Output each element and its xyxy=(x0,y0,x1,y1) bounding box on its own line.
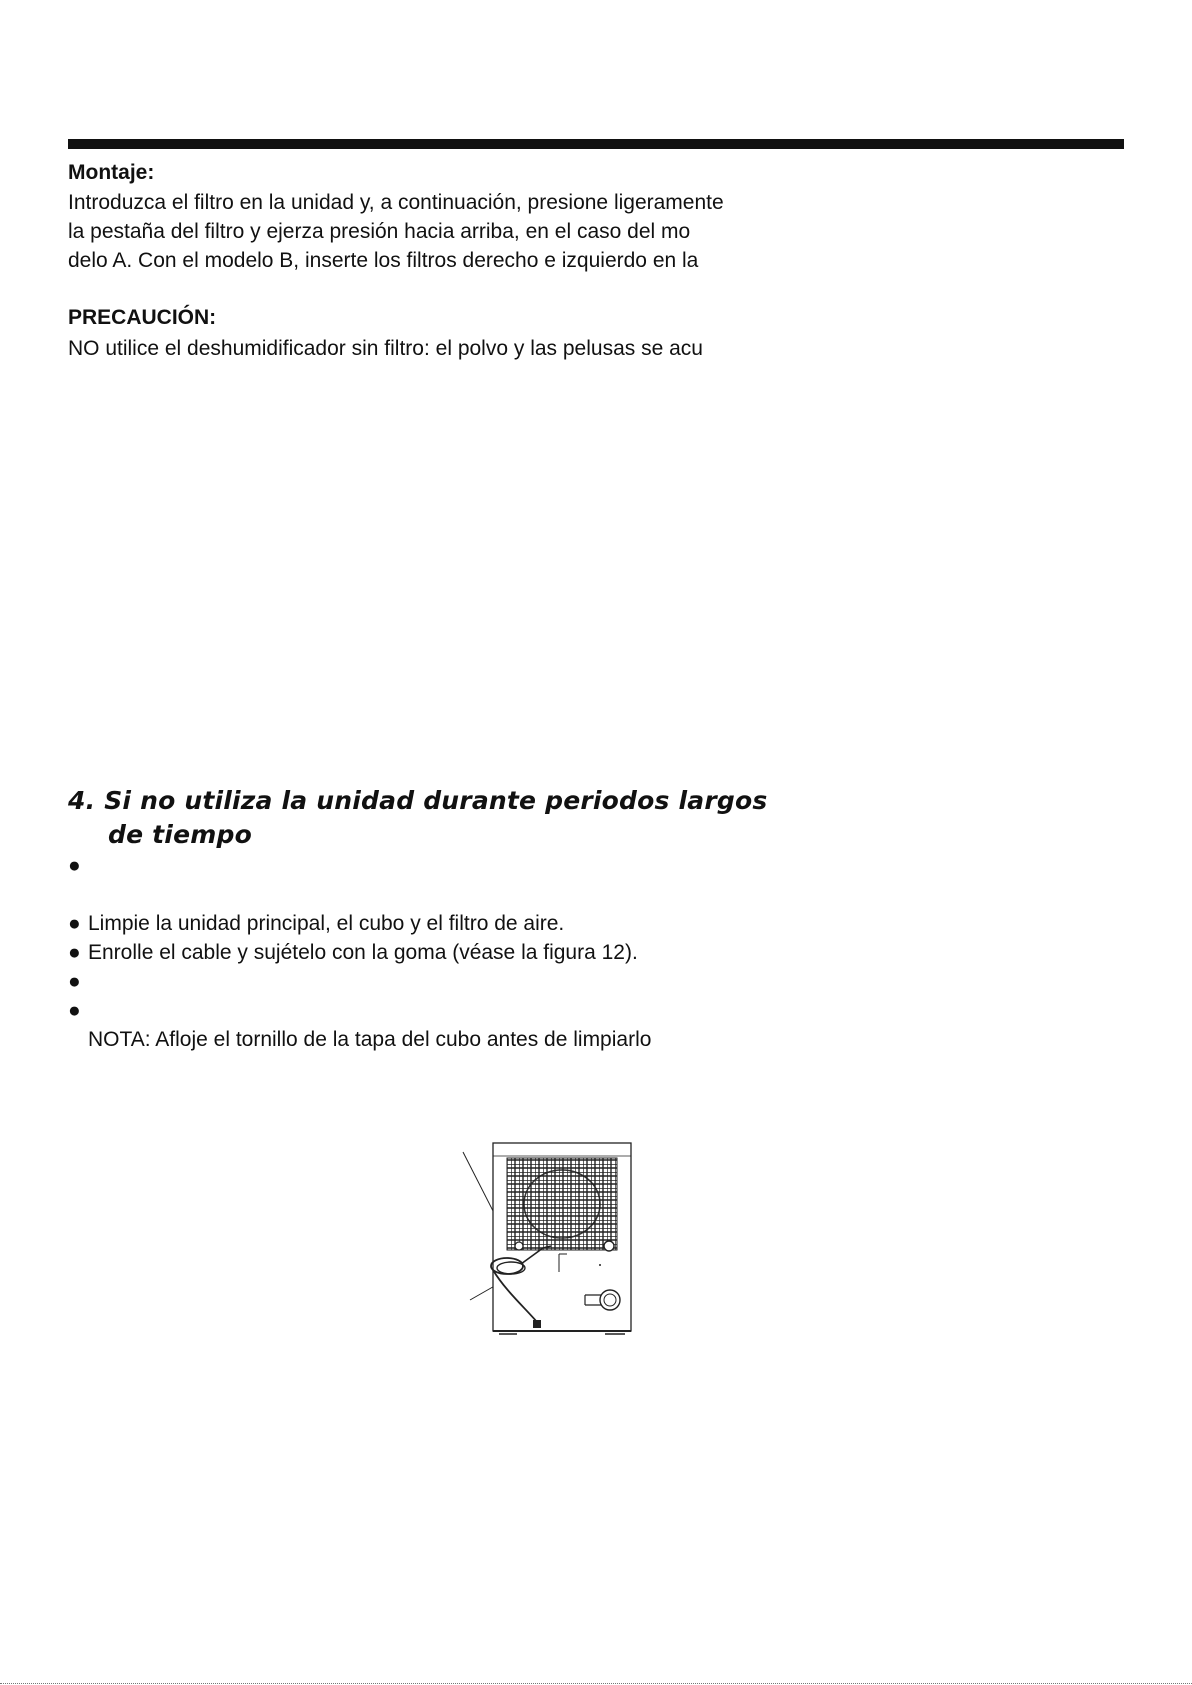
list-item: ● Enrolle el cable y sujételo con la goma (véase la figura 12). xyxy=(68,941,638,964)
bullet-icon: ● xyxy=(68,941,81,964)
caution-heading: PRECAUCIÓN: xyxy=(68,306,217,329)
bullet-icon: ● xyxy=(68,854,81,877)
section-title-line-1: 4. Si no utiliza la unidad durante periodos largos xyxy=(68,786,768,815)
caution-line: NO utilice el deshumidificador sin filtro: el polvo y las pelusas se acu xyxy=(68,337,703,360)
assembly-line-1: Introduzca el filtro en la unidad y, a continuación, presione ligeramente xyxy=(68,191,724,214)
assembly-heading: Montaje: xyxy=(68,161,155,184)
dehumidifier-back-cord-icon xyxy=(455,1140,655,1340)
list-item: ● Limpie la unidad principal, el cubo y el filtro de aire. xyxy=(68,912,565,935)
footer-rule xyxy=(0,1683,1192,1684)
bullet-icon: ● xyxy=(68,970,81,993)
list-item xyxy=(68,969,88,995)
list-item xyxy=(68,853,88,879)
note-line: NOTA: Afloje el tornillo de la tapa del cubo antes de limpiarlo xyxy=(88,1028,652,1051)
bullet-icon: ● xyxy=(68,912,81,935)
assembly-line-2: la pestaña del filtro y ejerza presión hacia arriba, en el caso del mo xyxy=(68,220,691,243)
list-item xyxy=(68,998,88,1024)
assembly-line-3: delo A. Con el modelo B, inserte los filtros derecho e izquierdo en la xyxy=(68,249,699,272)
bullet-icon: ● xyxy=(68,999,81,1022)
header-rule xyxy=(68,139,1124,149)
section-title-line-2: de tiempo xyxy=(108,820,252,849)
